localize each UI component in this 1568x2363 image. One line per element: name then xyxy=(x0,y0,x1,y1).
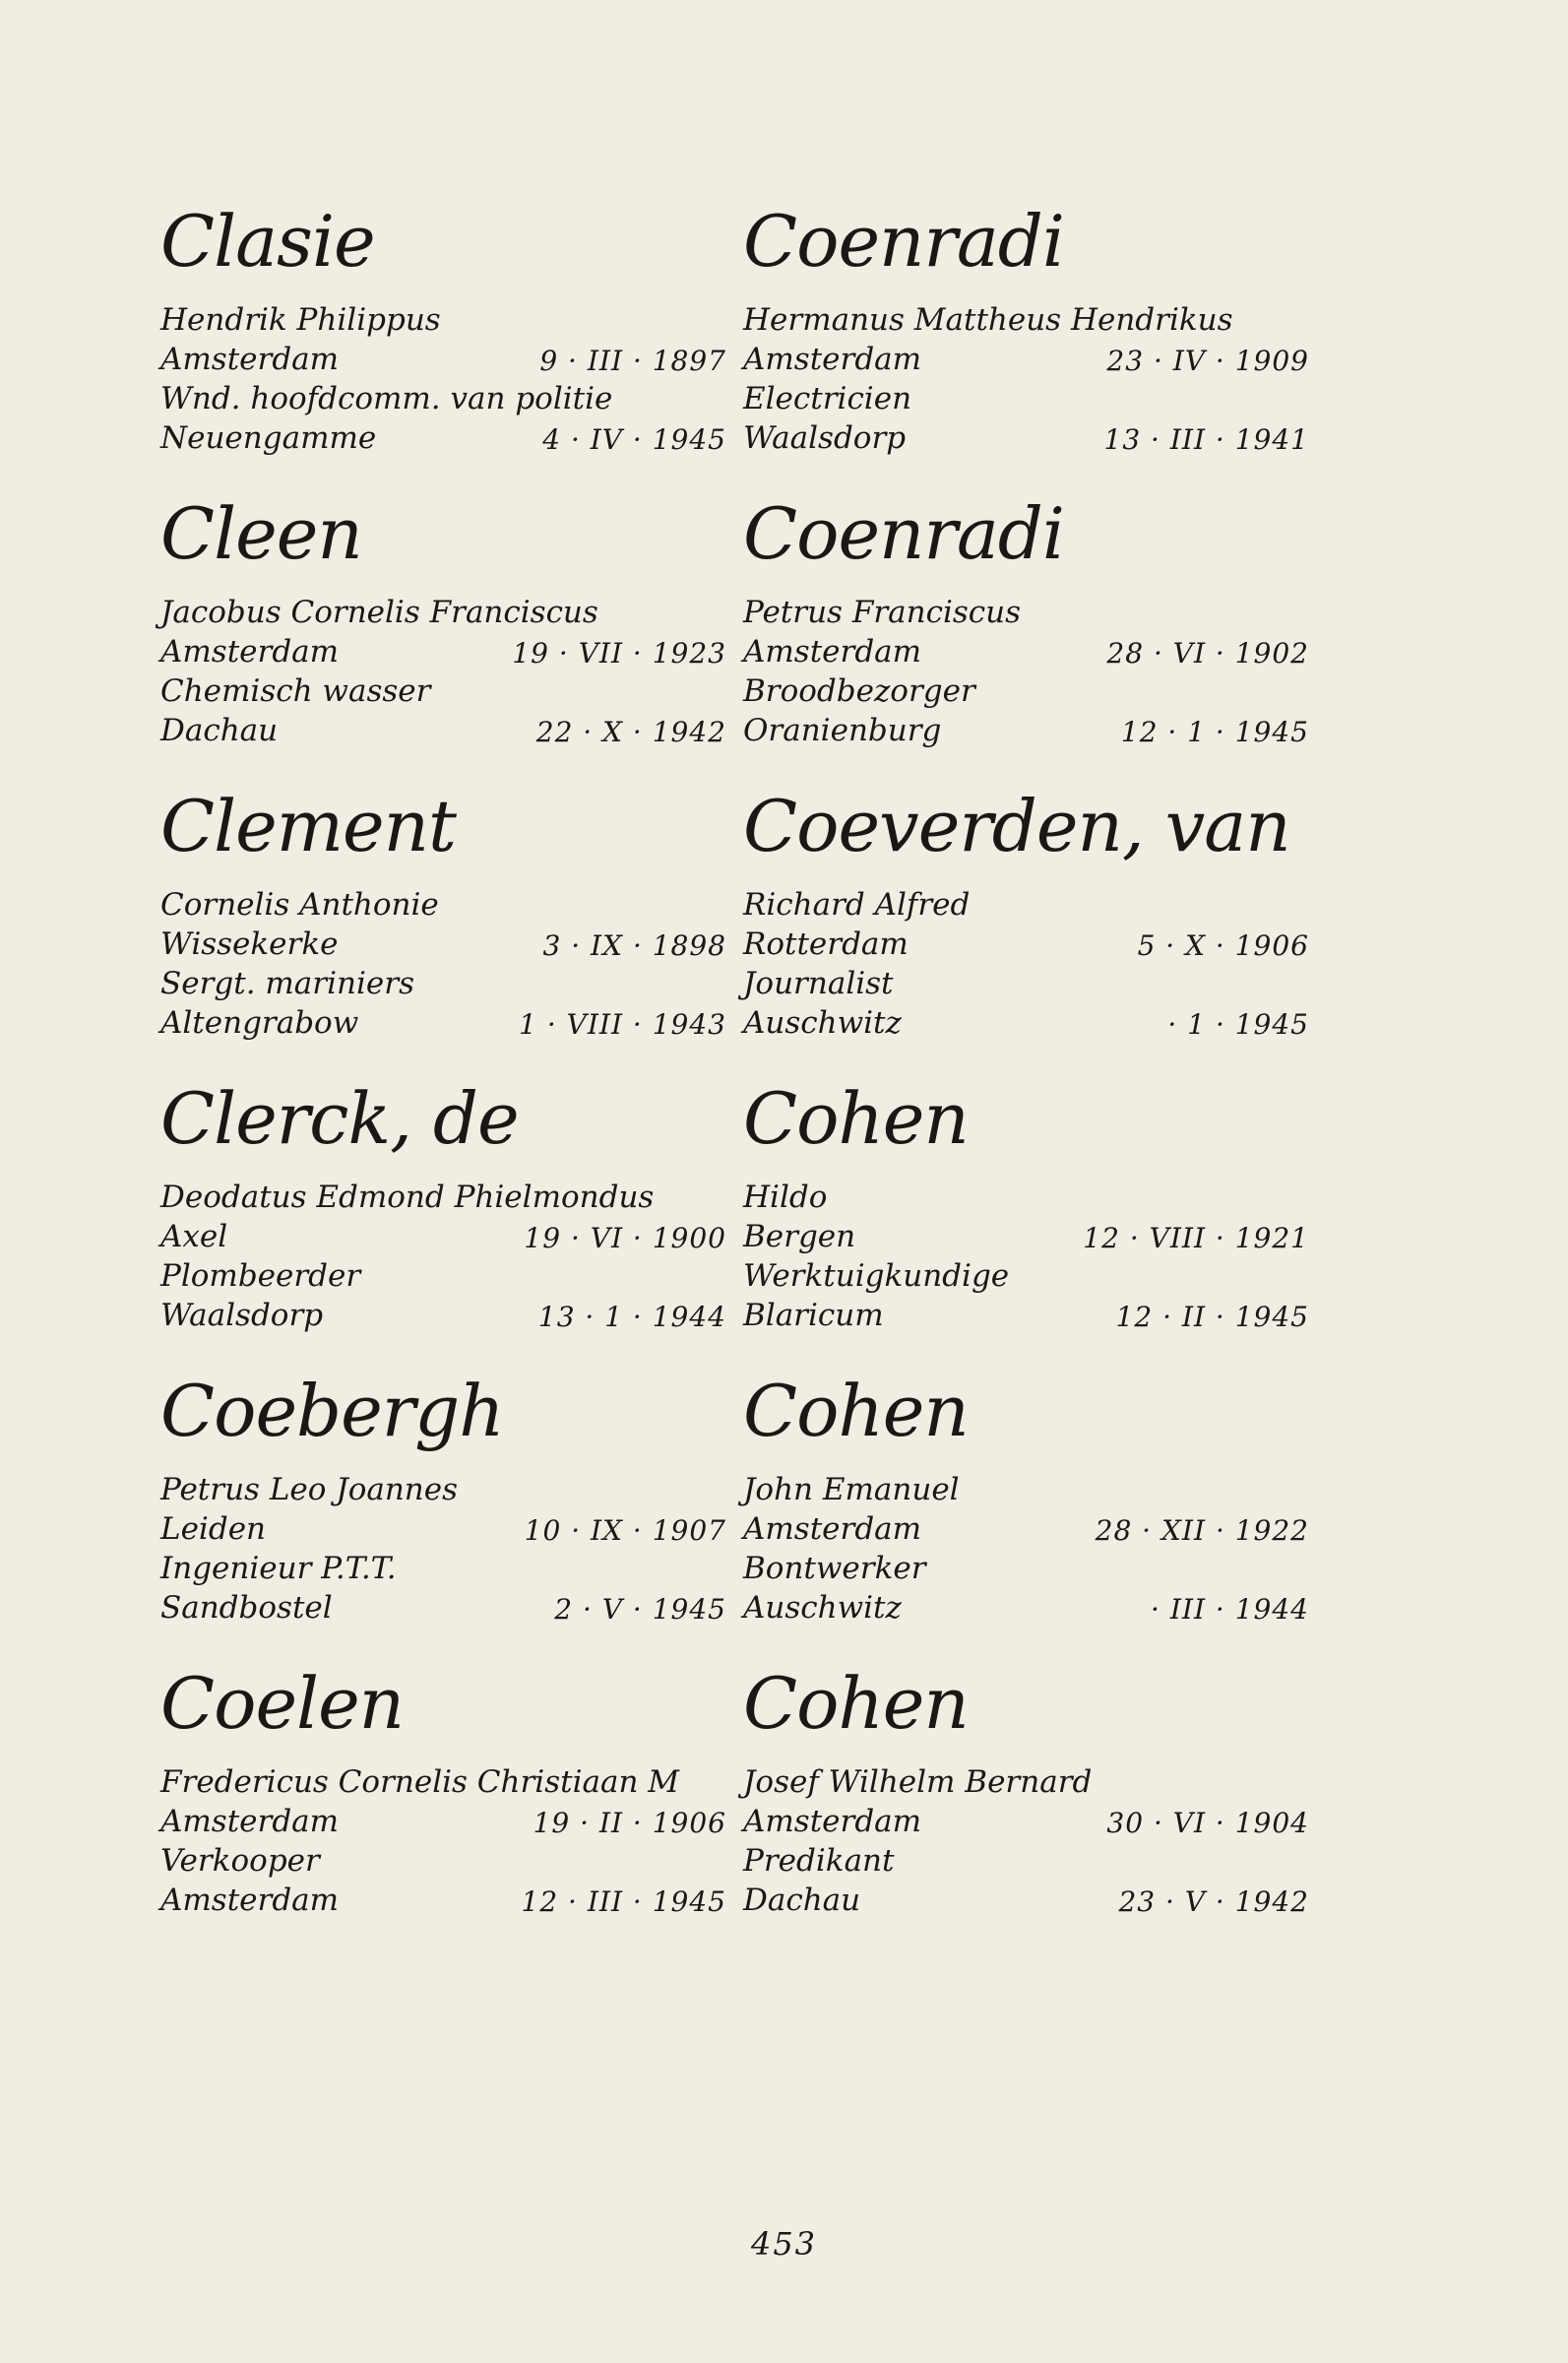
occupation: Broodbezorger xyxy=(743,673,975,709)
occupation-line xyxy=(743,671,1309,711)
given-names-line xyxy=(743,1762,1309,1802)
birthplace: Rotterdam xyxy=(743,926,909,962)
death-line xyxy=(743,1881,1309,1920)
death-place: Waalsdorp xyxy=(160,1298,324,1333)
record-entry xyxy=(160,192,726,484)
occupation-line xyxy=(743,1841,1309,1881)
record-entry xyxy=(743,484,1309,777)
given-names: Petrus Leo Joannes xyxy=(160,1472,459,1507)
surname: Coelen xyxy=(160,1662,405,1745)
death-line xyxy=(160,1003,726,1043)
record-entry xyxy=(743,1362,1309,1654)
death-date: 13 · III · 1941 xyxy=(1103,423,1309,456)
occupation: Chemisch wasser xyxy=(160,673,431,709)
surname: Cohen xyxy=(743,1077,969,1160)
birthplace: Amsterdam xyxy=(160,634,340,670)
surname: Coenradi xyxy=(743,200,1064,283)
given-names-line xyxy=(743,593,1309,632)
birth-line xyxy=(160,1217,726,1256)
death-line xyxy=(160,1881,726,1920)
birth-date: 19 · VII · 1923 xyxy=(512,637,726,670)
birthplace: Wissekerke xyxy=(160,926,339,962)
surname: Coenradi xyxy=(743,492,1064,575)
surname: Clerck, de xyxy=(160,1077,519,1160)
occupation-line xyxy=(160,1549,726,1588)
birthplace: Leiden xyxy=(160,1511,267,1547)
death-place: Dachau xyxy=(160,713,279,748)
birthplace: Amsterdam xyxy=(743,634,922,670)
occupation: Plombeerder xyxy=(160,1258,361,1294)
birth-date: 28 · XII · 1922 xyxy=(1095,1514,1309,1547)
given-names: Petrus Franciscus xyxy=(743,595,1022,630)
record-entry xyxy=(743,777,1309,1069)
left-column xyxy=(160,192,726,1947)
death-place: Auschwitz xyxy=(743,1590,902,1626)
birth-date: 5 · X · 1906 xyxy=(1137,929,1309,962)
occupation-line xyxy=(743,1549,1309,1588)
given-names-line xyxy=(160,593,726,632)
death-place: Blaricum xyxy=(743,1298,884,1333)
birth-line xyxy=(743,925,1309,964)
death-place: Amsterdam xyxy=(160,1883,340,1918)
given-names-line xyxy=(160,1470,726,1509)
birthplace: Amsterdam xyxy=(160,342,340,377)
birth-line xyxy=(160,632,726,671)
given-names-line xyxy=(160,1178,726,1217)
death-line xyxy=(160,1588,726,1628)
given-names-line xyxy=(743,1470,1309,1509)
occupation: Bontwerker xyxy=(743,1551,926,1586)
given-names: Jacobus Cornelis Franciscus xyxy=(160,595,598,630)
birthplace: Amsterdam xyxy=(743,1804,922,1839)
birth-line xyxy=(160,1802,726,1841)
occupation-line xyxy=(160,964,726,1003)
death-line xyxy=(743,1296,1309,1335)
birth-date: 30 · VI · 1904 xyxy=(1106,1807,1309,1839)
occupation: Wnd. hoofdcomm. van politie xyxy=(160,381,613,416)
birth-line xyxy=(743,340,1309,379)
birth-line xyxy=(160,1509,726,1549)
surname: Coeverden, van xyxy=(743,785,1290,867)
birth-date: 12 · VIII · 1921 xyxy=(1083,1222,1309,1254)
death-line xyxy=(743,1588,1309,1628)
given-names: Hendrik Philippus xyxy=(160,302,441,338)
occupation-line xyxy=(160,379,726,418)
record-entry xyxy=(743,1654,1309,1947)
birthplace: Amsterdam xyxy=(160,1804,340,1839)
occupation-line xyxy=(160,1841,726,1881)
death-line xyxy=(160,418,726,458)
surname: Cohen xyxy=(743,1662,969,1745)
death-date: 1 · VIII · 1943 xyxy=(519,1008,726,1041)
birth-date: 19 · VI · 1900 xyxy=(524,1222,726,1254)
birth-line xyxy=(743,1217,1309,1256)
death-place: Waalsdorp xyxy=(743,420,907,456)
death-place: Auschwitz xyxy=(743,1005,902,1041)
death-date: 2 · V · 1945 xyxy=(554,1593,726,1626)
birth-line xyxy=(160,340,726,379)
given-names-line xyxy=(743,300,1309,340)
birth-date: 19 · II · 1906 xyxy=(533,1807,726,1839)
occupation: Predikant xyxy=(743,1843,895,1879)
record-entry xyxy=(743,1069,1309,1362)
given-names: Richard Alfred xyxy=(743,887,971,923)
death-date: 12 · II · 1945 xyxy=(1115,1301,1309,1333)
surname: Coebergh xyxy=(160,1370,504,1452)
death-line xyxy=(160,711,726,750)
given-names: Hermanus Mattheus Hendrikus xyxy=(743,302,1233,338)
surname: Clasie xyxy=(160,200,375,283)
surname: Cohen xyxy=(743,1370,969,1452)
death-place: Neuengamme xyxy=(160,420,377,456)
death-line xyxy=(160,1296,726,1335)
occupation: Verkooper xyxy=(160,1843,320,1879)
occupation-line xyxy=(160,1256,726,1296)
birthplace: Axel xyxy=(160,1219,228,1254)
occupation-line xyxy=(743,964,1309,1003)
record-entry xyxy=(160,1069,726,1362)
birth-date: 23 · IV · 1909 xyxy=(1106,345,1309,377)
given-names: John Emanuel xyxy=(743,1472,960,1507)
death-line xyxy=(743,1003,1309,1043)
death-place: Sandbostel xyxy=(160,1590,333,1626)
birthplace: Amsterdam xyxy=(743,1511,922,1547)
given-names: Fredericus Cornelis Christiaan M xyxy=(160,1764,680,1800)
occupation-line xyxy=(160,671,726,711)
birth-date: 10 · IX · 1907 xyxy=(524,1514,726,1547)
record-entry xyxy=(160,484,726,777)
given-names: Deodatus Edmond Phielmondus xyxy=(160,1180,655,1215)
record-entry xyxy=(160,777,726,1069)
birth-line xyxy=(160,925,726,964)
death-place: Oranienburg xyxy=(743,713,942,748)
page-number: 453 xyxy=(750,2225,818,2263)
occupation: Journalist xyxy=(743,966,894,1001)
death-line xyxy=(743,711,1309,750)
death-date: 23 · V · 1942 xyxy=(1118,1885,1309,1918)
occupation: Sergt. mariniers xyxy=(160,966,414,1001)
birth-date: 9 · III · 1897 xyxy=(539,345,726,377)
occupation: Ingenieur P.T.T. xyxy=(160,1551,397,1586)
occupation: Werktuigkundige xyxy=(743,1258,1010,1294)
birthplace: Bergen xyxy=(743,1219,856,1254)
death-date: · 1 · 1945 xyxy=(1167,1008,1309,1041)
death-date: 4 · IV · 1945 xyxy=(542,423,726,456)
record-entry xyxy=(743,192,1309,484)
death-place: Altengrabow xyxy=(160,1005,359,1041)
birth-line xyxy=(743,632,1309,671)
death-date: 12 · III · 1945 xyxy=(521,1885,726,1918)
surname: Cleen xyxy=(160,492,362,575)
surname: Clement xyxy=(160,785,456,867)
given-names-line xyxy=(743,885,1309,925)
birthplace: Amsterdam xyxy=(743,342,922,377)
record-entry xyxy=(160,1654,726,1947)
birth-line xyxy=(743,1802,1309,1841)
given-names: Josef Wilhelm Bernard xyxy=(743,1764,1093,1800)
occupation: Electricien xyxy=(743,381,912,416)
record-entry xyxy=(160,1362,726,1654)
death-date: 13 · 1 · 1944 xyxy=(537,1301,726,1333)
given-names-line xyxy=(160,885,726,925)
death-date: · III · 1944 xyxy=(1151,1593,1309,1626)
death-line xyxy=(743,418,1309,458)
right-column xyxy=(743,192,1309,1947)
given-names: Cornelis Anthonie xyxy=(160,887,439,923)
death-date: 22 · X · 1942 xyxy=(535,716,726,748)
occupation-line xyxy=(743,1256,1309,1296)
birth-date: 28 · VI · 1902 xyxy=(1106,637,1309,670)
death-place: Dachau xyxy=(743,1883,861,1918)
given-names: Hildo xyxy=(743,1180,828,1215)
death-date: 12 · 1 · 1945 xyxy=(1120,716,1309,748)
birth-date: 3 · IX · 1898 xyxy=(542,929,726,962)
given-names-line xyxy=(743,1178,1309,1217)
birth-line xyxy=(743,1509,1309,1549)
given-names-line xyxy=(160,300,726,340)
given-names-line xyxy=(160,1762,726,1802)
occupation-line xyxy=(743,379,1309,418)
